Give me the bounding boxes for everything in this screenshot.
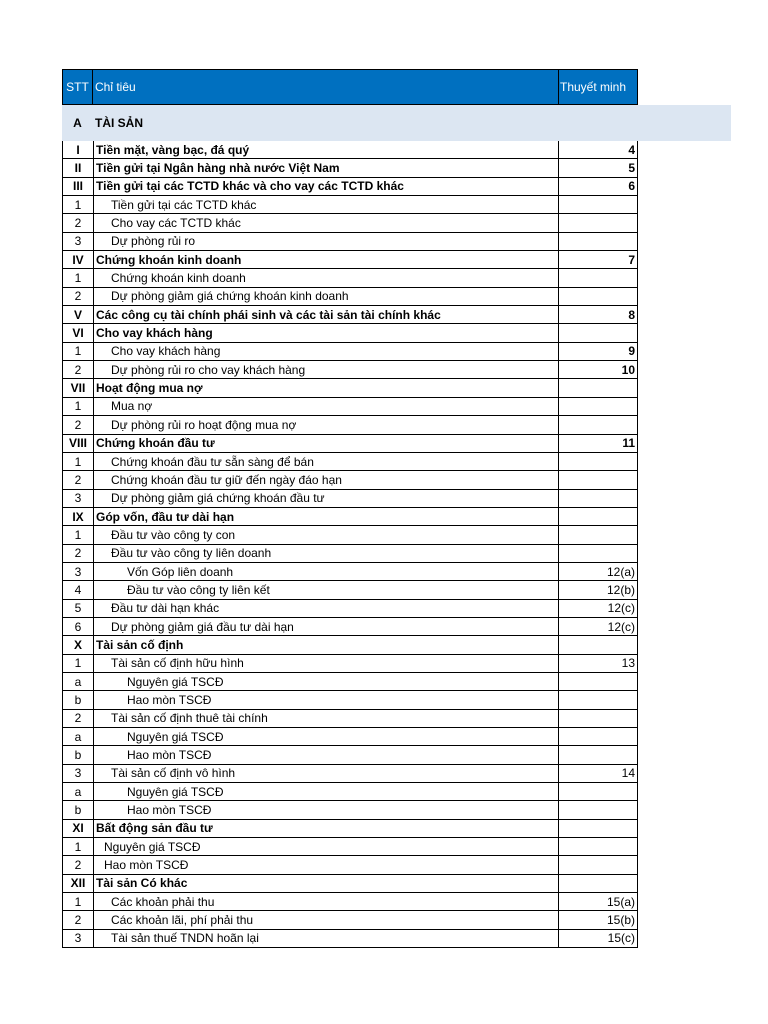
cell-stt[interactable]: 2 [62, 856, 94, 874]
table-row [62, 453, 638, 471]
cell-chi-tieu[interactable]: Các khoản phải thu [94, 893, 559, 911]
cell-thuyet-minh[interactable] [559, 673, 638, 691]
cell-thuyet-minh[interactable] [559, 214, 638, 232]
table-row [62, 691, 638, 709]
table-row [62, 801, 638, 819]
cell-stt[interactable]: b [62, 801, 94, 819]
cell-stt[interactable]: 1 [62, 526, 94, 544]
table-header [62, 69, 638, 105]
cell-stt[interactable]: 2 [62, 416, 94, 434]
cell-stt[interactable]: 4 [62, 581, 94, 599]
cell-chi-tieu[interactable]: Hao mòn TSCĐ [94, 801, 559, 819]
table-row [62, 728, 638, 746]
cell-stt[interactable]: 1 [62, 398, 94, 416]
cell-stt[interactable]: 2 [62, 361, 94, 379]
cell-stt[interactable]: I [62, 141, 94, 159]
cell-chi-tieu[interactable]: Tài sản cố định [94, 636, 559, 654]
table-row [62, 636, 638, 654]
cell-stt[interactable]: 3 [62, 930, 94, 948]
cell-chi-tieu[interactable]: Vốn Góp liên doanh [94, 563, 559, 581]
table-row [62, 746, 638, 764]
cell-thuyet-minh[interactable] [559, 398, 638, 416]
cell-thuyet-minh[interactable]: 12(b) [559, 581, 638, 599]
cell-chi-tieu[interactable]: Đầu tư vào công ty con [94, 526, 559, 544]
table-row [62, 379, 638, 397]
cell-chi-tieu[interactable]: Góp vốn, đầu tư dài hạn [94, 508, 559, 526]
cell-chi-tieu[interactable]: Chứng khoán kinh doanh [94, 269, 559, 287]
cell-thuyet-minh[interactable] [559, 288, 638, 306]
cell-chi-tieu[interactable]: Chứng khoán đầu tư [94, 435, 559, 453]
cell-stt[interactable]: 2 [62, 545, 94, 563]
table-row [62, 820, 638, 838]
cell-chi-tieu[interactable]: Bất động sản đầu tư [94, 820, 559, 838]
table-row [62, 710, 638, 728]
cell-stt[interactable]: a [62, 673, 94, 691]
cell-stt[interactable]: 3 [62, 563, 94, 581]
table-row [62, 416, 638, 434]
table-row [62, 288, 638, 306]
cell-stt[interactable]: 1 [62, 269, 94, 287]
cell-thuyet-minh[interactable]: 15(b) [559, 911, 638, 929]
table-row [62, 875, 638, 893]
cell-thuyet-minh[interactable]: 7 [559, 251, 638, 269]
cell-chi-tieu[interactable]: Các khoản lãi, phí phải thu [94, 911, 559, 929]
table-row [62, 214, 638, 232]
cell-thuyet-minh[interactable]: 15(a) [559, 893, 638, 911]
cell-chi-tieu[interactable]: Tài sản cố định vô hình [94, 765, 559, 783]
cell-chi-tieu[interactable]: Chứng khoán kinh doanh [94, 251, 559, 269]
cell-chi-tieu[interactable]: Dự phòng rủi ro hoạt động mua nợ [94, 416, 559, 434]
cell-thuyet-minh[interactable]: 13 [559, 655, 638, 673]
cell-thuyet-minh[interactable]: 8 [559, 306, 638, 324]
table-row [62, 196, 638, 214]
cell-stt[interactable]: 3 [62, 765, 94, 783]
section-stt[interactable]: A [73, 116, 82, 130]
header-thuyet-minh[interactable]: Thuyết minh [559, 69, 638, 105]
cell-thuyet-minh[interactable]: 11 [559, 435, 638, 453]
table-row [62, 490, 638, 508]
cell-chi-tieu[interactable]: Tài sản thuế TNDN hoãn lại [94, 930, 559, 948]
cell-chi-tieu[interactable]: Nguyên giá TSCĐ [94, 728, 559, 746]
cell-thuyet-minh[interactable] [559, 545, 638, 563]
cell-chi-tieu[interactable]: Tài sản Có khác [94, 875, 559, 893]
cell-thuyet-minh[interactable] [559, 691, 638, 709]
table-row [62, 324, 638, 342]
cell-thuyet-minh[interactable] [559, 856, 638, 874]
cell-thuyet-minh[interactable] [559, 490, 638, 508]
table-row [62, 269, 638, 287]
cell-chi-tieu[interactable]: Mua nợ [94, 398, 559, 416]
cell-thuyet-minh[interactable] [559, 636, 638, 654]
cell-thuyet-minh[interactable]: 9 [559, 343, 638, 361]
cell-thuyet-minh[interactable] [559, 526, 638, 544]
cell-chi-tieu[interactable]: Dự phòng rủi ro cho vay khách hàng [94, 361, 559, 379]
cell-chi-tieu[interactable]: Dự phòng giảm giá đầu tư dài hạn [94, 618, 559, 636]
table-row [62, 141, 638, 159]
cell-thuyet-minh[interactable] [559, 838, 638, 856]
cell-stt[interactable]: VIII [62, 435, 94, 453]
cell-stt[interactable]: 6 [62, 618, 94, 636]
cell-stt[interactable]: a [62, 728, 94, 746]
table-row [62, 508, 638, 526]
cell-stt[interactable]: II [62, 159, 94, 177]
cell-stt[interactable]: IX [62, 508, 94, 526]
cell-thuyet-minh[interactable] [559, 471, 638, 489]
table-row [62, 435, 638, 453]
cell-chi-tieu[interactable]: Dự phòng giảm giá chứng khoán kinh doanh [94, 288, 559, 306]
cell-stt[interactable]: 1 [62, 453, 94, 471]
table-row [62, 306, 638, 324]
table-row [62, 911, 638, 929]
table-row [62, 600, 638, 618]
cell-stt[interactable]: III [62, 178, 94, 196]
cell-chi-tieu[interactable]: Hoạt động mua nợ [94, 379, 559, 397]
table-row [62, 581, 638, 599]
cell-chi-tieu[interactable]: Cho vay khách hàng [94, 343, 559, 361]
table-row [62, 783, 638, 801]
cell-stt[interactable]: 2 [62, 214, 94, 232]
table-row [62, 893, 638, 911]
cell-stt[interactable]: 1 [62, 838, 94, 856]
cell-thuyet-minh[interactable]: 4 [559, 141, 638, 159]
cell-stt[interactable]: VI [62, 324, 94, 342]
cell-stt[interactable]: X [62, 636, 94, 654]
table-row [62, 159, 638, 177]
cell-thuyet-minh[interactable] [559, 710, 638, 728]
cell-thuyet-minh[interactable] [559, 416, 638, 434]
header-chi-tieu[interactable]: Chỉ tiêu [93, 69, 559, 105]
table-row [62, 178, 638, 196]
cell-chi-tieu[interactable]: Dự phòng giảm giá chứng khoán đầu tư [94, 490, 559, 508]
table-row [62, 930, 638, 948]
cell-stt[interactable]: 2 [62, 710, 94, 728]
cell-stt[interactable]: 1 [62, 343, 94, 361]
table-body [62, 141, 638, 948]
table-row [62, 343, 638, 361]
table-row [62, 361, 638, 379]
cell-chi-tieu[interactable]: Đầu tư vào công ty liên doanh [94, 545, 559, 563]
table-row [62, 563, 638, 581]
section-title[interactable]: TÀI SẢN [95, 116, 143, 130]
cell-chi-tieu[interactable]: Nguyên giá TSCĐ [94, 783, 559, 801]
cell-stt[interactable]: 5 [62, 600, 94, 618]
cell-thuyet-minh[interactable] [559, 728, 638, 746]
section-note[interactable] [559, 105, 638, 141]
cell-chi-tieu[interactable]: Tiền gửi tại các TCTD khác [94, 196, 559, 214]
cell-thuyet-minh[interactable]: 6 [559, 178, 638, 196]
cell-thuyet-minh[interactable] [559, 875, 638, 893]
table-row [62, 545, 638, 563]
cell-thuyet-minh[interactable] [559, 783, 638, 801]
cell-thuyet-minh[interactable] [559, 379, 638, 397]
cell-chi-tieu[interactable]: Chứng khoán đầu tư giữ đến ngày đáo hạn [94, 471, 559, 489]
cell-thuyet-minh[interactable] [559, 746, 638, 764]
cell-stt[interactable]: b [62, 746, 94, 764]
cell-chi-tieu[interactable]: Tiền gửi tại Ngân hàng nhà nước Việt Nam [94, 159, 559, 177]
table-row [62, 233, 638, 251]
cell-stt[interactable]: 2 [62, 288, 94, 306]
cell-stt[interactable]: 2 [62, 911, 94, 929]
cell-stt[interactable]: 1 [62, 893, 94, 911]
cell-thuyet-minh[interactable]: 10 [559, 361, 638, 379]
cell-stt[interactable]: 1 [62, 196, 94, 214]
cell-stt[interactable]: 3 [62, 233, 94, 251]
table-row [62, 655, 638, 673]
cell-chi-tieu[interactable]: Đầu tư vào công ty liên kết [94, 581, 559, 599]
cell-chi-tieu[interactable]: Tài sản cố định thuê tài chính [94, 710, 559, 728]
cell-thuyet-minh[interactable] [559, 508, 638, 526]
cell-chi-tieu[interactable]: Hao mòn TSCĐ [94, 691, 559, 709]
table-row [62, 251, 638, 269]
cell-thuyet-minh[interactable] [559, 820, 638, 838]
cell-thuyet-minh[interactable] [559, 269, 638, 287]
cell-chi-tieu[interactable]: Cho vay khách hàng [94, 324, 559, 342]
cell-thuyet-minh[interactable] [559, 801, 638, 819]
cell-thuyet-minh[interactable] [559, 196, 638, 214]
cell-chi-tieu[interactable]: Cho vay các TCTD khác [94, 214, 559, 232]
cell-chi-tieu[interactable]: Nguyên giá TSCĐ [94, 673, 559, 691]
header-stt[interactable]: STT [62, 69, 93, 105]
table-row [62, 673, 638, 691]
cell-thuyet-minh[interactable]: 5 [559, 159, 638, 177]
cell-chi-tieu[interactable]: Nguyên giá TSCĐ [94, 838, 559, 856]
cell-chi-tieu[interactable]: Tiền mặt, vàng bạc, đá quý [94, 141, 559, 159]
cell-stt[interactable]: 2 [62, 471, 94, 489]
cell-stt[interactable]: 1 [62, 655, 94, 673]
cell-thuyet-minh[interactable]: 12(a) [559, 563, 638, 581]
cell-chi-tieu[interactable]: Tiền gửi tại các TCTD khác và cho vay các TCTD khác [94, 178, 559, 196]
table-row [62, 471, 638, 489]
cell-thuyet-minh[interactable] [559, 233, 638, 251]
cell-stt[interactable]: b [62, 691, 94, 709]
cell-stt[interactable]: XII [62, 875, 94, 893]
cell-stt[interactable]: IV [62, 251, 94, 269]
table-row [62, 526, 638, 544]
table-row [62, 398, 638, 416]
table-row [62, 765, 638, 783]
cell-thuyet-minh[interactable]: 12(c) [559, 618, 638, 636]
cell-chi-tieu[interactable]: Các công cụ tài chính phái sinh và các tài sản tài chính khác [94, 306, 559, 324]
table-row [62, 618, 638, 636]
cell-chi-tieu[interactable]: Dự phòng rủi ro [94, 233, 559, 251]
cell-thuyet-minh[interactable]: 12(c) [559, 600, 638, 618]
cell-chi-tieu[interactable]: Tài sản cố định hữu hình [94, 655, 559, 673]
cell-stt[interactable]: V [62, 306, 94, 324]
cell-chi-tieu[interactable]: Hao mòn TSCĐ [94, 746, 559, 764]
cell-stt[interactable]: VII [62, 379, 94, 397]
cell-chi-tieu[interactable]: Hao mòn TSCĐ [94, 856, 559, 874]
cell-stt[interactable]: a [62, 783, 94, 801]
cell-thuyet-minh[interactable]: 14 [559, 765, 638, 783]
cell-thuyet-minh[interactable] [559, 324, 638, 342]
cell-chi-tieu[interactable]: Chứng khoán đầu tư sẵn sàng để bán [94, 453, 559, 471]
cell-stt[interactable]: 3 [62, 490, 94, 508]
cell-thuyet-minh[interactable] [559, 453, 638, 471]
table-row [62, 856, 638, 874]
balance-sheet-table [62, 69, 638, 948]
cell-stt[interactable]: XI [62, 820, 94, 838]
cell-thuyet-minh[interactable]: 15(c) [559, 930, 638, 948]
table-row [62, 838, 638, 856]
section-row [62, 105, 638, 141]
cell-chi-tieu[interactable]: Đầu tư dài hạn khác [94, 600, 559, 618]
